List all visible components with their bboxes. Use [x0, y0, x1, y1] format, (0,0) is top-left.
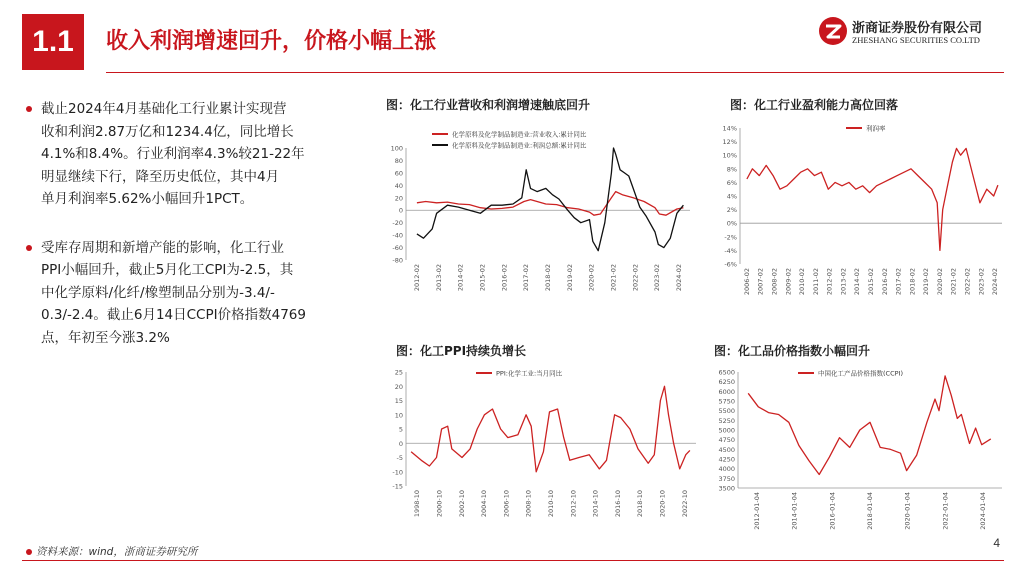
y-tick-label: 2%: [726, 206, 737, 215]
y-tick-label: 20: [394, 382, 403, 391]
x-tick-label: 2017-02: [522, 264, 531, 292]
bullet-line: PPI小幅回升，截止5月化工CPI为-2.5，其: [41, 262, 294, 278]
chart-plot: [386, 114, 698, 310]
chart-plot: [386, 360, 704, 542]
x-tick-label: 2016-01-04: [828, 492, 837, 530]
chart-title: 图：化工行业营收和利润增速触底回升: [386, 98, 591, 112]
section-badge: 1.1: [22, 14, 84, 70]
x-tick-label: 2018-02: [908, 268, 917, 296]
series-line: [748, 376, 991, 475]
bullet-line: 点，年初至今涨3.2%: [41, 329, 170, 346]
x-tick-label: 1998-10: [413, 490, 422, 518]
x-tick-label: 2016-10: [613, 490, 622, 518]
bullet-line: 收和利润2.87万亿和1234.4亿，同比增长: [41, 123, 294, 140]
x-tick-label: 2022-01-04: [941, 492, 950, 530]
header-divider: [106, 72, 1004, 73]
x-tick-label: 2014-02: [456, 264, 465, 292]
y-tick-label: 3750: [718, 474, 735, 483]
y-tick-label: 14%: [722, 124, 737, 133]
x-tick-label: 2008-10: [524, 490, 533, 518]
x-tick-label: 2024-01-04: [979, 492, 988, 530]
y-tick-label: -60: [392, 244, 403, 253]
y-tick-label: -5: [396, 454, 403, 462]
x-tick-label: 2020-02: [587, 264, 596, 292]
x-tick-label: 2016-02: [880, 268, 889, 296]
logo-name-en: ZHESHANG SECURITIES CO.LTD: [852, 35, 980, 45]
x-tick-label: 2004-10: [480, 490, 489, 518]
x-tick-label: 2013-02: [434, 264, 443, 292]
y-tick-label: 100: [390, 144, 403, 153]
y-tick-label: 15: [394, 397, 403, 405]
y-tick-label: 40: [394, 181, 403, 190]
x-tick-label: 2023-02: [653, 264, 662, 292]
legend-label: 化学原料及化学制品制造业:营业收入:累计同比: [452, 130, 587, 139]
y-tick-label: -6%: [724, 260, 737, 269]
y-tick-label: -10: [392, 468, 403, 477]
x-tick-label: 2022-10: [680, 490, 689, 518]
x-tick-label: 2012-01-04: [752, 492, 761, 530]
series-line: [417, 148, 684, 251]
logo-mark-icon: [818, 16, 848, 46]
x-tick-label: 2014-10: [591, 490, 600, 518]
x-tick-label: 2014-02: [853, 268, 862, 296]
x-tick-label: 2012-10: [569, 490, 578, 518]
bullet-point-2: [26, 237, 366, 350]
bullet-point-1: [26, 98, 366, 211]
x-tick-label: 2022-02: [631, 264, 640, 292]
y-tick-label: 5750: [718, 397, 735, 406]
bullet-line: 中化学原料/化纤/橡塑制品分别为-3.4/-: [41, 284, 275, 301]
y-tick-label: 3500: [718, 484, 735, 493]
legend-label: 利润率: [866, 124, 886, 133]
series-line: [411, 386, 690, 472]
x-tick-label: 2017-02: [894, 268, 903, 296]
page-title: 收入利润增速回升，价格小幅上涨: [106, 29, 437, 54]
y-tick-label: 80: [394, 156, 403, 165]
bullet-line: 单月利润率5.62%小幅回升1PCT。: [41, 191, 254, 207]
y-tick-label: 8%: [726, 165, 737, 174]
y-tick-label: -15: [392, 482, 403, 491]
x-tick-label: 2012-02: [412, 264, 421, 292]
x-tick-label: 2015-02: [478, 264, 487, 292]
y-tick-label: 6250: [718, 378, 735, 387]
y-tick-label: 60: [394, 169, 403, 178]
chart-title: 图：化工行业盈利能力高位回落: [730, 98, 899, 112]
x-tick-label: 2008-02: [770, 268, 779, 296]
bullet-line: 4.1%和8.4%。行业利润率4.3%较21-22年: [41, 146, 305, 162]
x-tick-label: 2009-02: [784, 268, 793, 296]
series-line: [747, 148, 998, 250]
y-tick-label: 25: [394, 368, 403, 377]
y-tick-label: 4000: [718, 465, 735, 474]
company-logo: [818, 16, 1004, 50]
bullet-line: 0.3/-2.4。截止6月14日CCPI价格指数4769: [41, 307, 306, 323]
y-tick-label: 12%: [722, 138, 737, 147]
x-tick-label: 2019-02: [565, 264, 574, 292]
legend-label: 中国化工产品价格指数(CCPI): [818, 369, 903, 378]
y-tick-label: 5250: [718, 416, 735, 425]
y-tick-label: -20: [392, 219, 403, 228]
x-tick-label: 2011-02: [811, 268, 820, 296]
data-source-note: 资料来源：wind，浙商证券研究所: [26, 544, 197, 559]
bullet-line: 明显继续下行，降至历史低位，其中4月: [41, 168, 280, 185]
logo-name-cn: 浙商证券股份有限公司: [852, 21, 983, 36]
x-tick-label: 2013-02: [839, 268, 848, 296]
footer-divider: [22, 560, 1004, 561]
y-tick-label: 10: [394, 411, 403, 420]
y-tick-label: 6%: [726, 178, 737, 187]
bullet-line: 截止2024年4月基础化工行业累计实现营: [41, 101, 287, 117]
x-tick-label: 2021-02: [949, 268, 958, 296]
chart-chemical-ppi: [386, 342, 704, 542]
x-tick-label: 2024-02: [991, 268, 1000, 296]
x-tick-label: 2015-02: [867, 268, 875, 296]
page-number: 4: [993, 536, 1000, 550]
x-tick-label: 2023-02: [977, 268, 986, 296]
x-tick-label: 2002-10: [457, 490, 466, 518]
bullet-list: [26, 98, 366, 349]
y-tick-label: 10%: [722, 151, 737, 160]
y-tick-label: -4%: [724, 246, 737, 255]
y-tick-label: 6000: [718, 387, 735, 396]
x-tick-label: 2016-02: [500, 264, 509, 292]
legend-label: PPI:化学工业:当月同比: [496, 369, 563, 378]
y-tick-label: 5000: [718, 426, 735, 435]
chart-profit-margin: [712, 96, 1008, 310]
x-tick-label: 2000-10: [435, 490, 444, 518]
chart-title: 图：化工品价格指数小幅回升: [714, 344, 871, 358]
x-tick-label: 2019-02: [922, 268, 931, 296]
y-tick-label: 5: [398, 425, 403, 434]
y-tick-label: 4250: [718, 455, 735, 464]
chart-plot: [704, 360, 1008, 542]
y-tick-label: 0: [398, 206, 403, 215]
x-tick-label: 2006-10: [502, 490, 511, 518]
x-tick-label: 2010-02: [798, 268, 807, 296]
x-tick-label: 2007-02: [756, 268, 765, 296]
chart-ccpi-index: [704, 342, 1008, 542]
x-tick-label: 2021-02: [609, 264, 618, 292]
y-tick-label: 4500: [718, 445, 735, 454]
x-tick-label: 2012-02: [825, 268, 834, 296]
y-tick-label: 4750: [718, 436, 735, 445]
x-tick-label: 2022-02: [963, 268, 972, 296]
chart-revenue-profit-growth: [386, 96, 698, 310]
legend-label: 化学原料及化学制品制造业:利润总额:累计同比: [452, 141, 587, 150]
y-tick-label: 5500: [718, 407, 735, 416]
x-tick-label: 2018-01-04: [866, 492, 874, 530]
x-tick-label: 2020-01-04: [903, 492, 912, 530]
y-tick-label: 6500: [718, 368, 735, 377]
x-tick-label: 2024-02: [675, 264, 684, 292]
chart-plot: [712, 114, 1008, 310]
y-tick-label: 20: [394, 194, 403, 203]
x-tick-label: 2020-02: [935, 268, 944, 296]
y-tick-label: -2%: [724, 233, 737, 242]
y-tick-label: 4%: [726, 192, 737, 201]
x-tick-label: 2018-02: [544, 264, 552, 292]
x-tick-label: 2018-10: [636, 490, 645, 518]
x-tick-label: 2020-10: [658, 490, 667, 518]
y-tick-label: -40: [392, 231, 403, 240]
chart-title: 图：化工PPI持续负增长: [396, 344, 527, 358]
x-tick-label: 2010-10: [547, 490, 555, 518]
y-tick-label: 0%: [726, 219, 737, 228]
y-tick-label: 0: [398, 439, 403, 448]
y-tick-label: -80: [392, 256, 403, 265]
bullet-line: 受库存周期和新增产能的影响，化工行业: [41, 239, 284, 256]
x-tick-label: 2006-02: [742, 268, 751, 296]
x-tick-label: 2014-01-04: [790, 492, 799, 530]
